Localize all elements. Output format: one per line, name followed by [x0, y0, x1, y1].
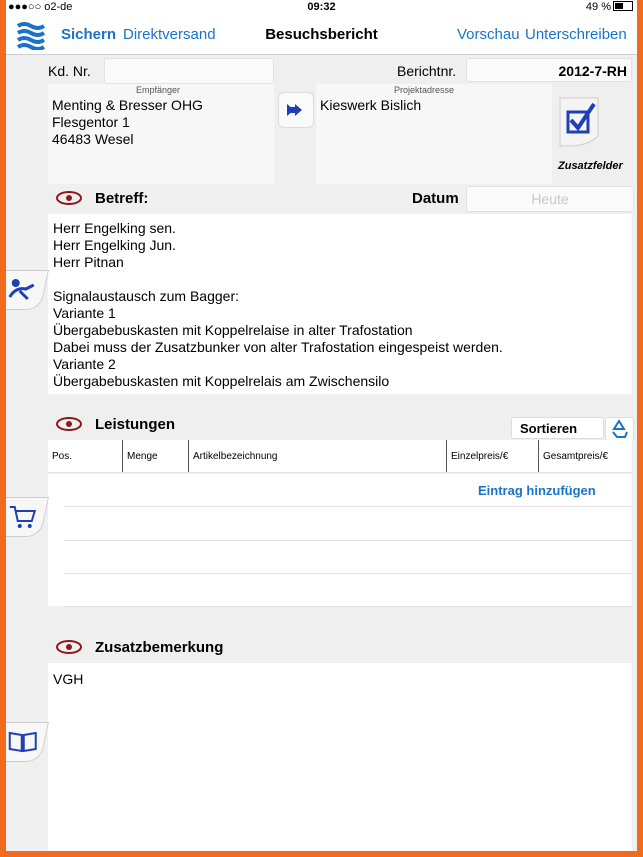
zusatzfelder-label: Zusatzfelder — [558, 160, 623, 172]
kd-nr-input[interactable] — [104, 58, 274, 84]
checkbox-page-icon — [558, 96, 604, 148]
navigation-bar — [6, 16, 637, 55]
datum-label: Datum — [412, 190, 459, 207]
recycle-icon — [606, 418, 633, 440]
berichtnr-label: Berichtnr. — [397, 63, 457, 79]
recipient-box[interactable] — [48, 84, 274, 184]
ipad-screen — [6, 0, 637, 851]
betreff-textarea[interactable] — [48, 214, 632, 394]
book-tab[interactable] — [6, 722, 49, 762]
column-header: Artikelbezeichnung — [189, 440, 447, 473]
table-row[interactable] — [64, 573, 632, 574]
person-icon — [6, 275, 42, 305]
project-address-label: Projektadresse — [394, 85, 455, 95]
save-button[interactable]: Sichern — [61, 26, 117, 43]
leistungen-table — [48, 440, 632, 473]
recipient-label: Empfänger — [136, 85, 181, 95]
zusatzfelder-button[interactable] — [554, 96, 628, 178]
column-header: Pos. — [48, 440, 123, 473]
zusatzbemerkung-text: VGH — [53, 671, 84, 687]
zusatzbemerkung-label: Zusatzbemerkung — [95, 639, 224, 656]
column-header: Einzelpreis/€ — [447, 440, 539, 473]
eye-icon[interactable] — [56, 640, 82, 654]
recycle-button[interactable] — [605, 417, 634, 441]
double-arrow-icon — [279, 93, 313, 127]
battery-icon — [613, 1, 633, 11]
clock: 09:32 — [307, 1, 336, 13]
column-header: Gesamtpreis/€ — [539, 440, 633, 473]
table-row[interactable] — [64, 606, 632, 607]
project-address-box[interactable] — [316, 84, 552, 184]
leistungen-label: Leistungen — [95, 416, 176, 433]
table-row[interactable] — [64, 506, 632, 507]
sort-button[interactable]: Sortieren — [511, 417, 604, 439]
contact-person-tab[interactable] — [6, 270, 49, 310]
open-book-icon — [8, 729, 38, 755]
eye-icon[interactable] — [56, 417, 82, 431]
battery-indicator: 49 % — [586, 1, 633, 13]
shopping-cart-icon — [8, 503, 38, 531]
eye-icon[interactable] — [56, 191, 82, 205]
add-entry-button[interactable]: Eintrag hinzufügen — [478, 483, 596, 498]
betreff-label: Betreff: — [95, 190, 149, 207]
carrier-signal: ●●●○○ o2-de — [8, 1, 73, 13]
table-row[interactable] — [64, 540, 632, 541]
betreff-text: Herr Engelking sen. Herr Engelking Jun. Herr Pitnan Signalaustausch zum Bagger: Variante 1 Übergabebuskasten mit Koppelrelaise in alter Trafostation Dabei muss der Zusatzbunker von alter Trafostation eingespeist werden. Variante 2 Übergabebuskasten mit Koppelrelais am Zwischensilo — [53, 220, 503, 389]
cart-tab[interactable] — [6, 497, 49, 537]
datum-input[interactable]: Heute — [466, 186, 634, 212]
berichtnr-input[interactable]: 2012-7-RH — [466, 58, 632, 82]
table-header-row — [48, 440, 632, 473]
status-bar — [6, 0, 637, 16]
direct-send-button[interactable]: Direktversand — [123, 26, 216, 43]
sign-button[interactable]: Unterschreiben — [525, 26, 627, 43]
zusatzbemerkung-textarea[interactable] — [48, 663, 632, 851]
copy-address-button[interactable] — [278, 92, 314, 128]
page-title: Besuchsbericht — [265, 26, 378, 43]
column-header: Menge — [123, 440, 189, 473]
project-address-value: Kieswerk Bislich — [320, 97, 422, 113]
kd-nr-label: Kd. Nr. — [48, 63, 91, 79]
recipient-address: Menting & Bresser OHG Flesgentor 1 46483 Wesel — [52, 97, 203, 147]
preview-button[interactable]: Vorschau — [457, 26, 520, 43]
